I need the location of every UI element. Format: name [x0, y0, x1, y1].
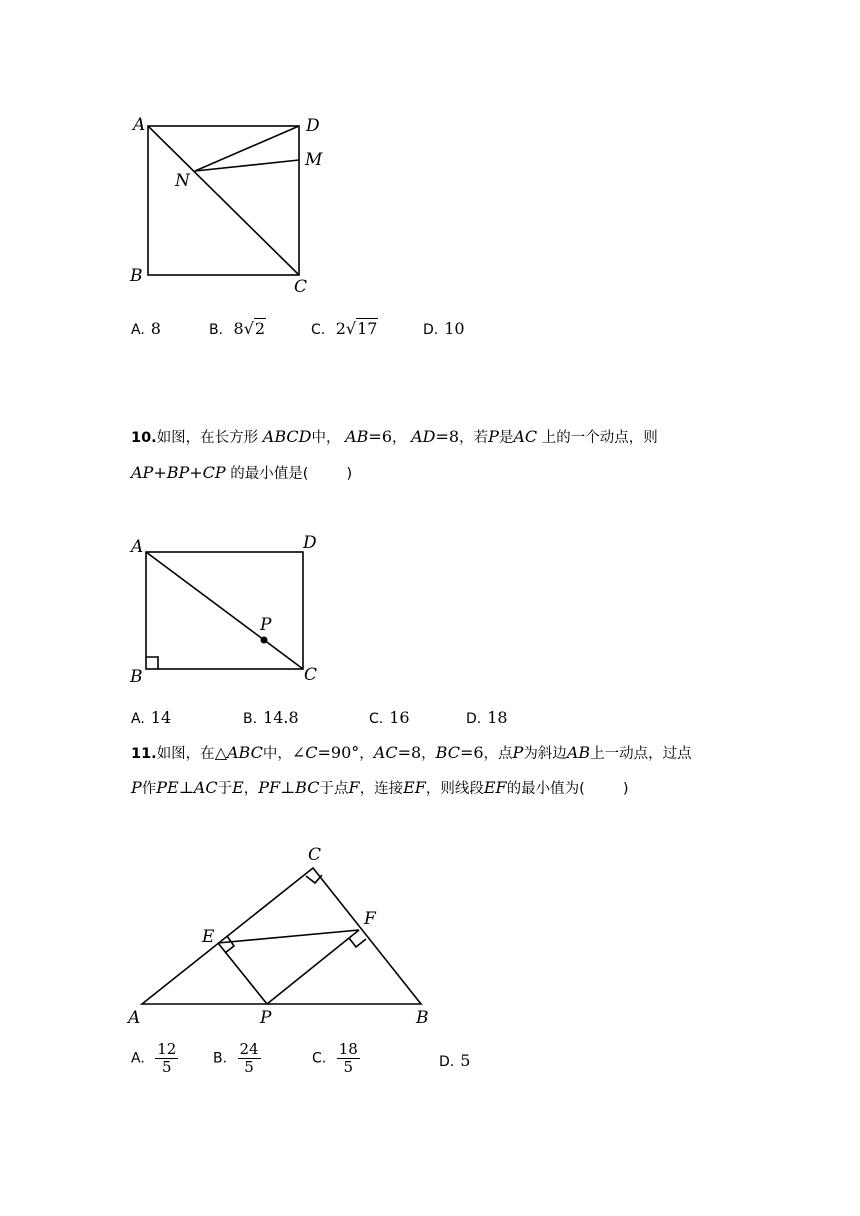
q11-option-c[interactable] — [312, 1041, 360, 1076]
q11-math: AC — [373, 743, 398, 762]
q9-label-b: B — [130, 266, 143, 286]
q11-text: 于点 — [319, 781, 349, 797]
q11-option-c-letter: C. — [312, 1050, 327, 1067]
q10-math: = — [435, 427, 449, 446]
q11-math: F — [348, 778, 360, 797]
q9-option-b-coef: 8 — [233, 319, 244, 338]
q11-option-a-fraction — [155, 1041, 178, 1076]
q10-figure — [120, 530, 335, 690]
q9-option-b[interactable] — [209, 319, 266, 338]
q10-math: P — [488, 427, 499, 446]
q11-math: PE — [156, 778, 179, 797]
q9-label-m: M — [305, 150, 323, 170]
q11-label-f: F — [364, 909, 376, 929]
q11-math: PF — [258, 778, 281, 797]
q9-option-a[interactable] — [131, 319, 161, 338]
q10-label-p: P — [260, 615, 272, 635]
q11-math: = — [397, 743, 411, 762]
q11-text: 如图，在 — [156, 746, 215, 762]
q11-math: ∠C — [291, 743, 318, 762]
q11-math: E — [232, 778, 244, 797]
q11-option-b-fraction — [238, 1041, 261, 1076]
q11-right-angle-f — [349, 938, 366, 947]
q10-text: 如图，在长方形 — [156, 430, 259, 446]
q11-option-a[interactable] — [131, 1041, 178, 1076]
q10-text: 中， — [311, 430, 341, 446]
q10-math: CP — [202, 463, 226, 482]
q11-math: P — [512, 743, 524, 762]
q11-math: EF — [403, 778, 426, 797]
q11-segment-pf — [267, 930, 359, 1004]
q11-text: ，则线段 — [425, 781, 484, 797]
q10-option-d-letter: D. — [466, 711, 482, 727]
q9-option-c-value: 2√17 — [335, 319, 378, 338]
q10-option-a[interactable] — [131, 708, 171, 727]
q11-text: ， — [359, 746, 374, 762]
q10-math: BP — [166, 463, 190, 482]
q9-option-d-letter: D. — [423, 322, 439, 338]
q10-option-a-value: 14 — [150, 708, 172, 727]
q11-triangle-abc — [142, 868, 421, 1004]
q11-math: P — [131, 778, 142, 797]
q10-math: AD — [411, 427, 436, 446]
q11-math: AB — [566, 743, 591, 762]
q11-math: = — [459, 743, 474, 762]
q11-text: 为斜边 — [523, 746, 567, 762]
q11-math: BC — [435, 743, 460, 762]
q10-text: 是 — [498, 430, 514, 446]
q11-option-b-letter: B. — [213, 1050, 228, 1067]
q11-text: 的最小值为( — [506, 781, 585, 797]
q9-segment-nm — [195, 160, 299, 171]
q11-text: ) — [622, 781, 629, 797]
q11-text: ， — [421, 746, 436, 762]
q11-right-angle-e — [225, 936, 234, 953]
q11-option-a-letter: A. — [131, 1050, 145, 1067]
q9-option-b-radicand: 2 — [254, 319, 266, 338]
q11-math: △ABC — [214, 743, 263, 762]
q10-diagonal-ac — [146, 552, 303, 669]
q10-option-d-value: 18 — [487, 708, 508, 727]
q10-math: AB — [345, 427, 369, 446]
q11-text: 于 — [217, 781, 233, 797]
q11-option-c-fraction — [337, 1041, 360, 1076]
q10-text: 的最小值是( — [230, 466, 309, 482]
q10-label-d: D — [303, 533, 317, 553]
q11-option-a-denominator: 5 — [162, 1058, 172, 1076]
q10-option-b[interactable] — [243, 708, 299, 727]
q10-text: 上的一个动点，则 — [541, 430, 658, 446]
q9-segment-nd — [195, 126, 299, 171]
q10-line-2 — [131, 462, 352, 483]
q11-label-b: B — [416, 1008, 429, 1028]
q10-math: 6 — [381, 427, 392, 446]
q10-option-b-value: 14.8 — [263, 708, 299, 727]
q9-label-c: C — [294, 277, 308, 297]
q11-math: 6 — [473, 743, 484, 762]
q9-option-a-value: 8 — [150, 319, 161, 338]
q10-label-c: C — [304, 665, 318, 685]
q9-figure — [120, 110, 340, 300]
q11-math: ⊥ — [178, 778, 194, 797]
q9-option-d[interactable] — [423, 319, 465, 338]
q10-line-1 — [131, 426, 658, 447]
q11-option-b[interactable] — [213, 1041, 261, 1076]
q10-label-b: B — [130, 667, 143, 687]
q9-option-d-value: 10 — [444, 319, 465, 338]
q11-text: ， — [243, 781, 259, 797]
q11-math: ⊥ — [280, 778, 296, 797]
q9-option-b-value: 8√2 — [233, 319, 266, 338]
q11-math: AC — [193, 778, 218, 797]
q11-option-d[interactable] — [439, 1051, 470, 1070]
q9-option-c-radicand: 17 — [357, 319, 378, 338]
q10-options — [131, 708, 631, 732]
q9-label-d: D — [306, 116, 320, 136]
q10-option-d[interactable] — [466, 708, 508, 727]
q11-label-p: P — [260, 1008, 272, 1028]
q11-option-d-letter: D. — [439, 1054, 455, 1070]
q10-math: AC — [513, 427, 538, 446]
q10-option-c-letter: C. — [369, 711, 384, 727]
q11-label-a: A — [128, 1008, 141, 1028]
q10-point-p — [261, 637, 268, 644]
q10-label-a: A — [131, 537, 144, 557]
q11-math: BC — [295, 778, 320, 797]
q11-math: 90° — [330, 743, 360, 762]
q11-text: ，点 — [483, 746, 513, 762]
q9-option-c[interactable] — [311, 319, 378, 338]
q11-text: 作 — [141, 781, 157, 797]
q11-text: 上一动点，过点 — [590, 746, 692, 762]
q9-option-b-letter: B. — [209, 322, 224, 338]
q11-math: EF — [483, 778, 507, 797]
q9-label-a: A — [133, 115, 146, 135]
q11-label-e: E — [202, 927, 215, 947]
q10-option-b-letter: B. — [243, 711, 258, 727]
q11-option-c-numerator: 18 — [338, 1040, 358, 1058]
q11-math: = — [317, 743, 331, 762]
q9-option-c-coef: 2 — [335, 319, 346, 338]
q10-math: ABCD — [262, 427, 312, 446]
q11-option-a-numerator: 12 — [157, 1040, 177, 1058]
q11-option-b-denominator: 5 — [244, 1058, 254, 1076]
q11-line-1 — [131, 742, 692, 763]
q11-option-d-value: 5 — [460, 1051, 471, 1070]
q10-number: 10. — [131, 430, 157, 446]
q9-option-a-letter: A. — [131, 322, 145, 338]
q11-text: ，连接 — [359, 781, 404, 797]
q11-math: 8 — [410, 743, 422, 762]
q11-segment-ef — [218, 930, 359, 943]
q10-math: = — [368, 427, 382, 446]
q11-figure — [120, 840, 440, 1035]
q10-math: + — [189, 463, 203, 482]
q11-number: 11. — [131, 746, 157, 762]
q10-math: AP — [131, 463, 154, 482]
q10-text: ，若 — [459, 430, 489, 446]
q9-diagonal-ac — [148, 126, 299, 275]
q11-line-2 — [131, 777, 628, 798]
q10-text: ) — [346, 466, 353, 482]
q10-text: ， — [392, 430, 407, 446]
q10-option-c[interactable] — [369, 708, 410, 727]
q11-options — [131, 1041, 631, 1083]
q11-option-b-numerator: 24 — [239, 1040, 259, 1058]
q10-math: + — [153, 463, 167, 482]
q10-right-angle-mark — [146, 657, 158, 669]
q9-option-c-letter: C. — [311, 322, 326, 338]
q11-text: 中， — [262, 746, 292, 762]
q10-option-a-letter: A. — [131, 711, 145, 727]
q9-options — [131, 319, 631, 343]
q9-label-n: N — [175, 171, 190, 191]
q11-label-c: C — [308, 845, 322, 865]
q11-option-c-denominator: 5 — [343, 1058, 353, 1076]
q10-math: 8 — [448, 427, 460, 446]
q10-option-c-value: 16 — [389, 708, 410, 727]
